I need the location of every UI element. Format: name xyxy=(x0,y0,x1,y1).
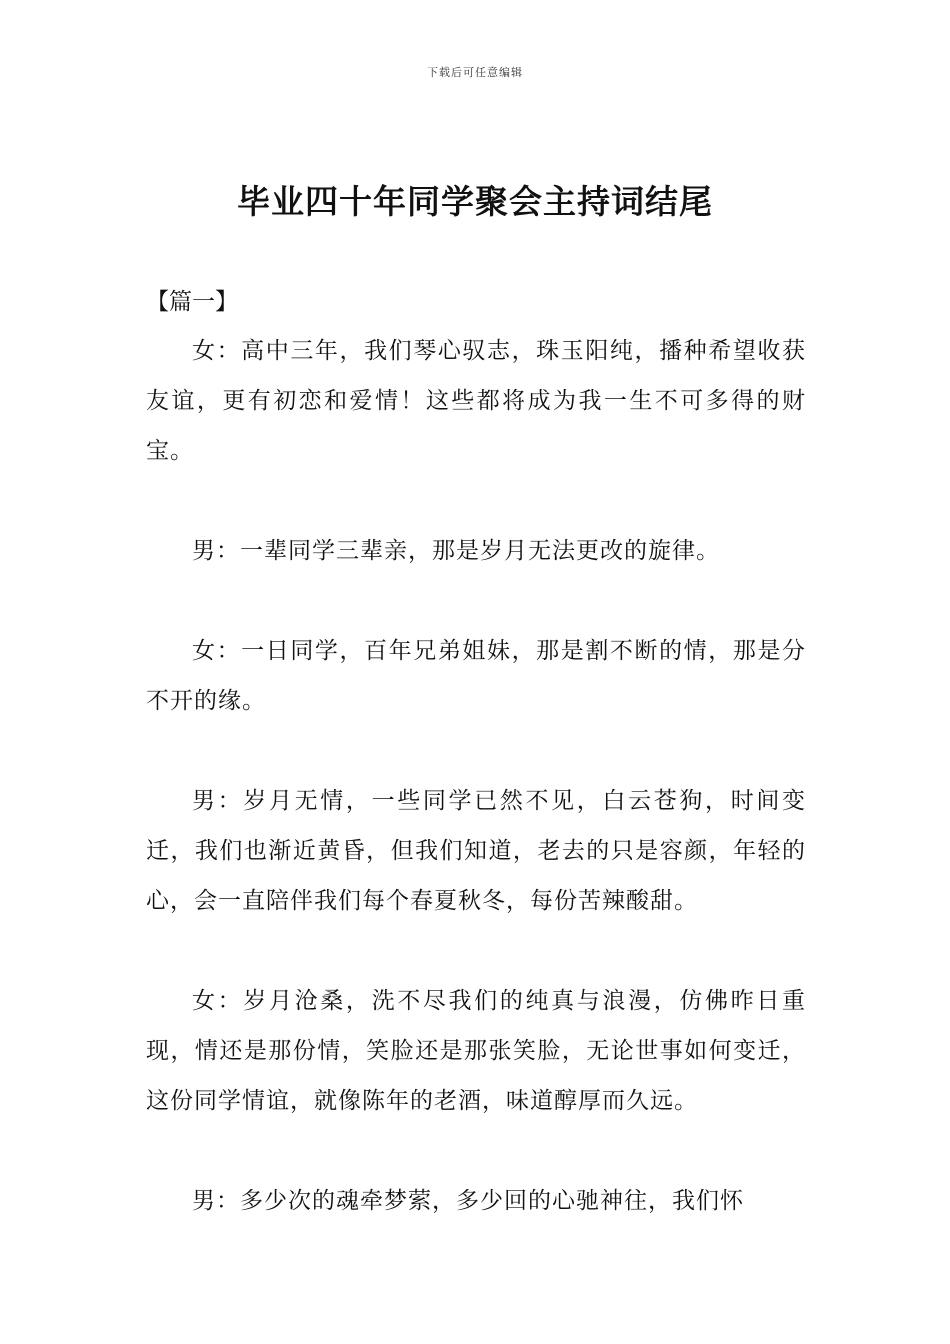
document-body xyxy=(146,326,806,1276)
section-label: 【篇一】 xyxy=(146,289,238,315)
paragraph: 女：一日同学，百年兄弟姐妹，那是割不断的情，那是分不开的缘。 xyxy=(146,638,806,714)
document-title: 毕业四十年同学聚会主持词结尾 xyxy=(237,182,713,221)
paragraph: 男：岁月无情，一些同学已然不见，白云苍狗，时间变迁，我们也渐近黄昏，但我们知道，老去的只是容颜，年轻的心，会一直陪伴我们每个春夏秋冬，每份苦辣酸甜。 xyxy=(146,788,806,914)
paragraph: 男：一辈同学三辈亲，那是岁月无法更改的旋律。 xyxy=(192,538,720,564)
paragraph: 女：高中三年，我们琴心驭志，珠玉阳纯，播种希望收获友谊，更有初恋和爱情！这些都将成为我一生不可多得的财宝。 xyxy=(146,338,806,464)
paragraph: 男：多少次的魂牵梦萦，多少回的心驰神往，我们怀 xyxy=(192,1188,744,1214)
paragraph: 女：岁月沧桑，洗不尽我们的纯真与浪漫，仿佛昨日重现，情还是那份情，笑脸还是那张笑脸，无论世事如何变迁，这份同学情谊，就像陈年的老酒，味道醇厚而久远。 xyxy=(146,988,806,1114)
header-note: 下载后可任意编辑 xyxy=(427,66,523,79)
